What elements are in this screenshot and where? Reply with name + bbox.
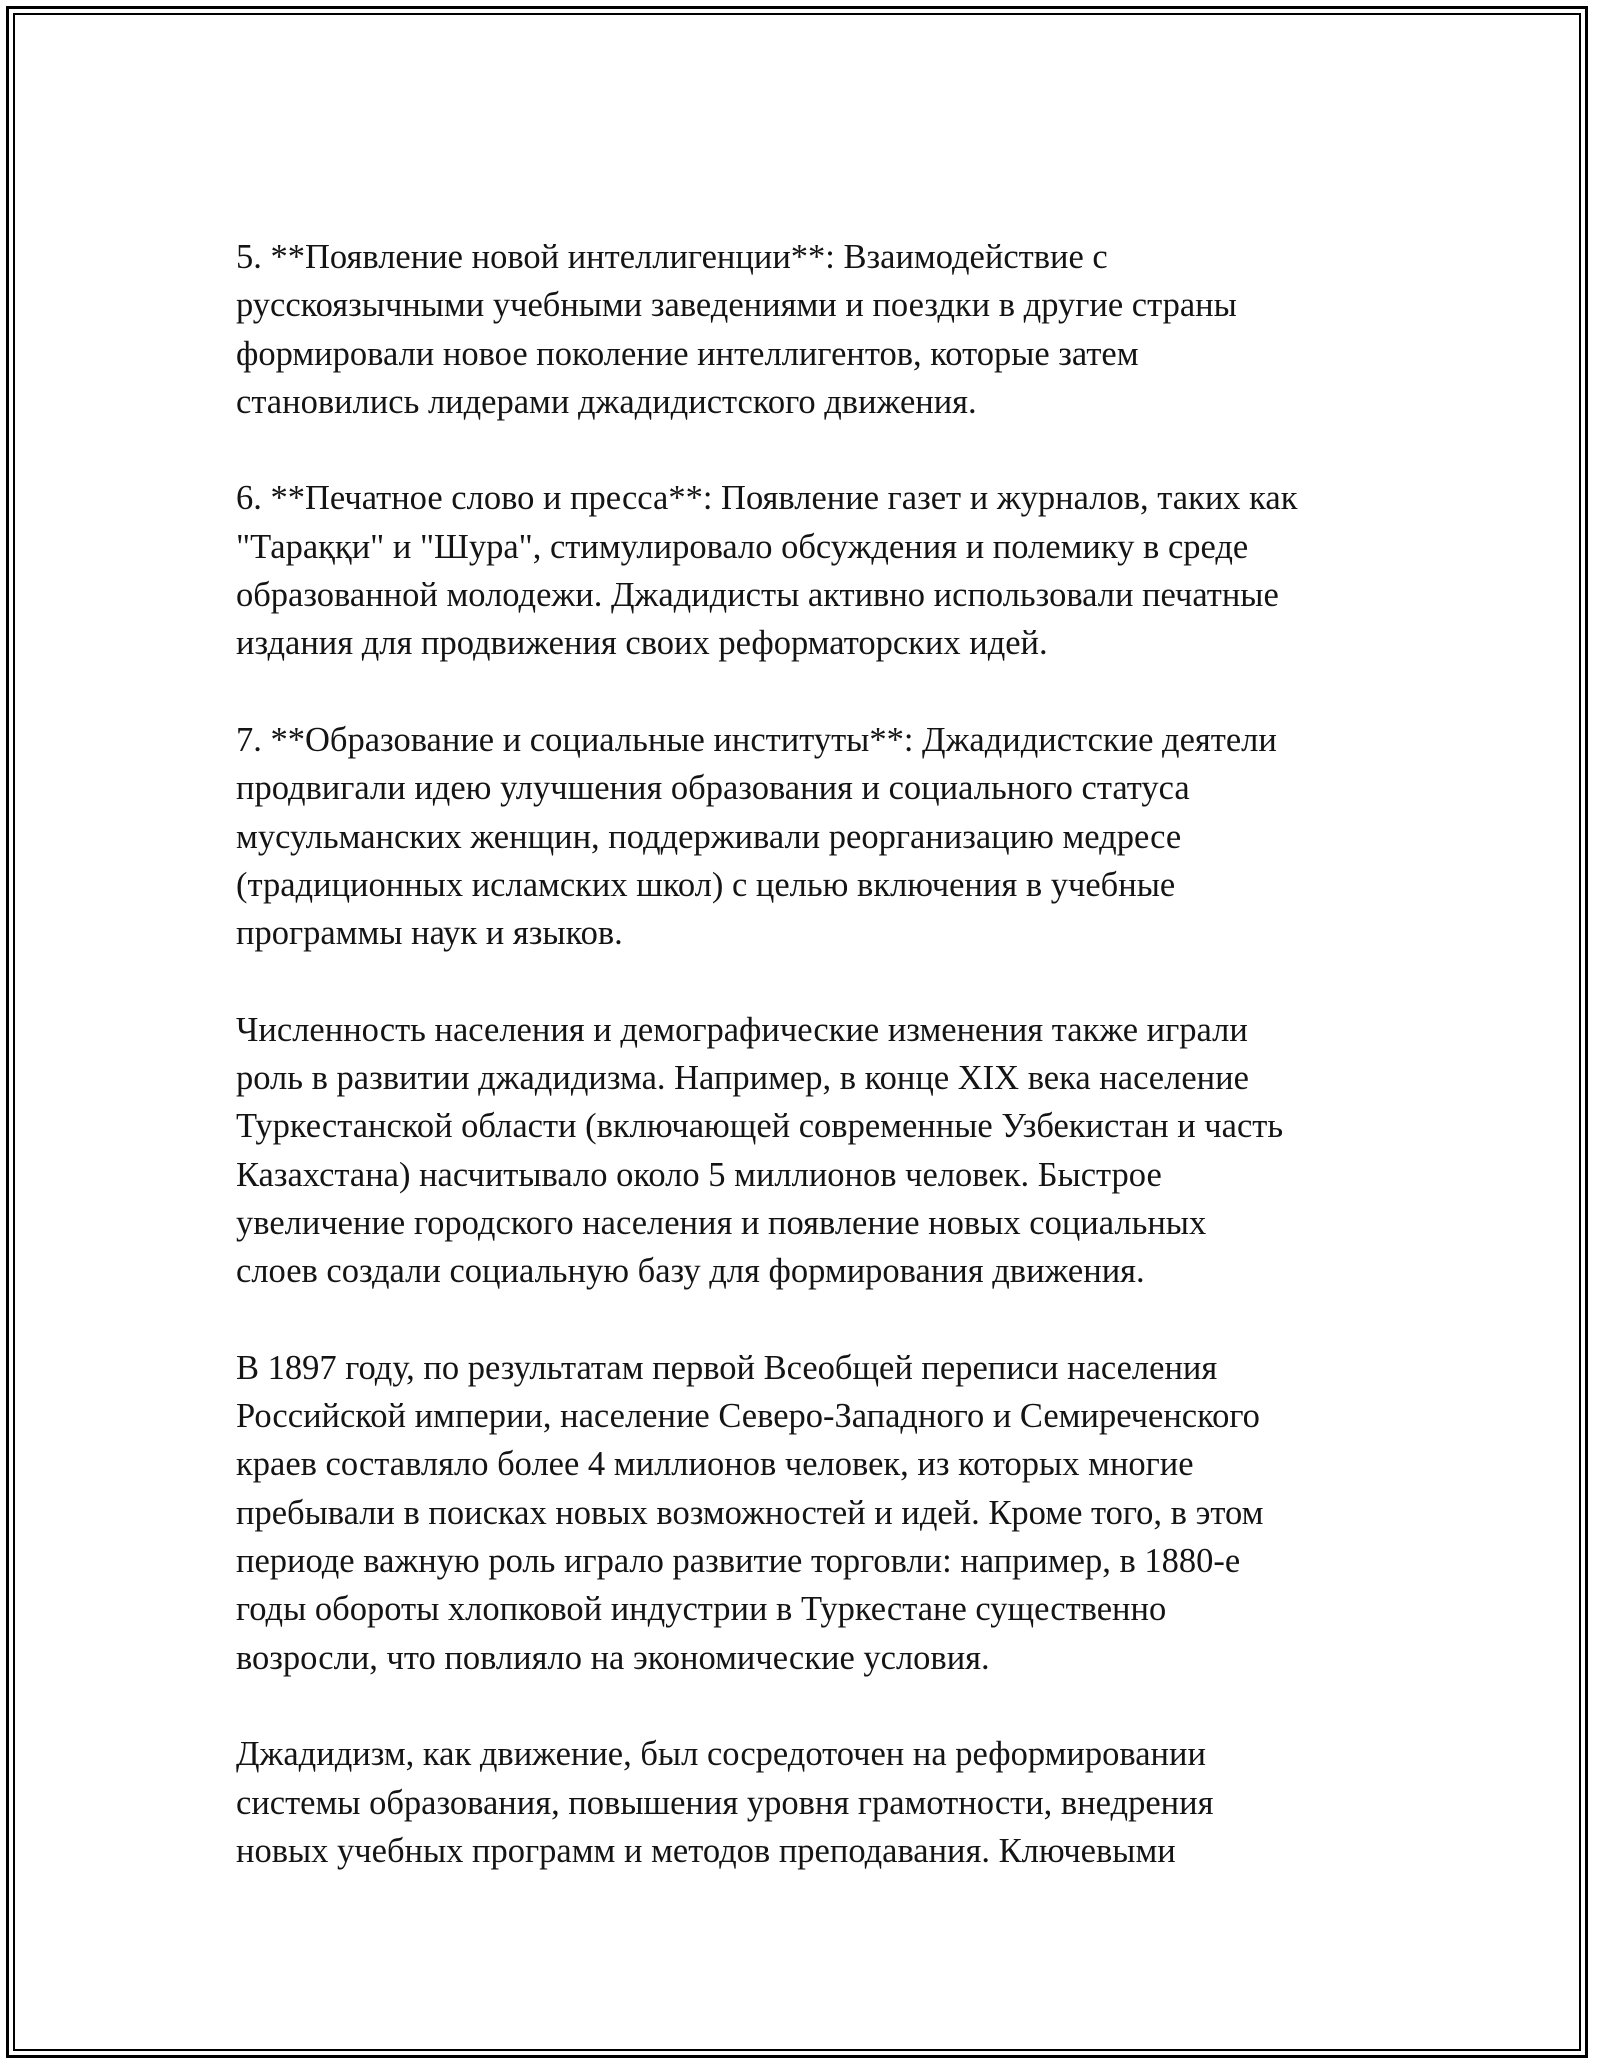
paragraph-education-institutions: 7. **Образование и социальные институты**: Джадидистские деятели продвигали идею улучшения образования и социального статуса мусульманских женщин, поддерживали реорганизацию медресе (традиционных исламских школ) с целью включения в учебные программы наук и языков. [236,720,1277,953]
paragraph-jadidism-focus: Джадидизм, как движение, был сосредоточен на реформировании системы образования, повышения уровня грамотности, внедрения новых учебных программ и методов преподавания. Ключевыми [236,1735,1214,1870]
document-body [236,233,1396,1875]
paragraph-new-intelligentsia: 5. **Появление новой интеллигенции**: Взаимодействие с русскоязычными учебными заведениями и поездки в другие страны формировали новое поколение интеллигентов, которые затем становились лидерами джадидистского движения. [236,238,1237,421]
paragraph-demographics: Численность населения и демографические изменения также играли роль в развитии джадидизма. Например, в конце XIX века население Туркестанской области (включающей современные Узбекистан и часть Казахстана) насчитывало около 5 миллионов человек. Быстрое увеличение городского населения и появление новых социальных слоев создали социальную базу для формирования движения. [236,1010,1284,1291]
paragraph-press: 6. **Печатное слово и пресса**: Появление газет и журналов, таких как "Тараққи" и "Шура", стимулировало обсуждения и полемику в среде образованной молодежи. Джадидисты активно использовали печатные издания для продвижения своих реформаторских идей. [236,479,1298,663]
paragraph-census-1897: В 1897 году, по результатам первой Всеобщей переписи населения Российской империи, население Северо-Западного и Семиреченского краев составляло более 4 миллионов человек, из которых многие пребывали в поисках новых возможностей и идей. Кроме того, в этом периоде важную роль играло развитие торговли: например, в 1880-е годы обороты хлопковой индустрии в Туркестане существенно возросли, что повлияло на экономические условия. [236,1348,1264,1677]
